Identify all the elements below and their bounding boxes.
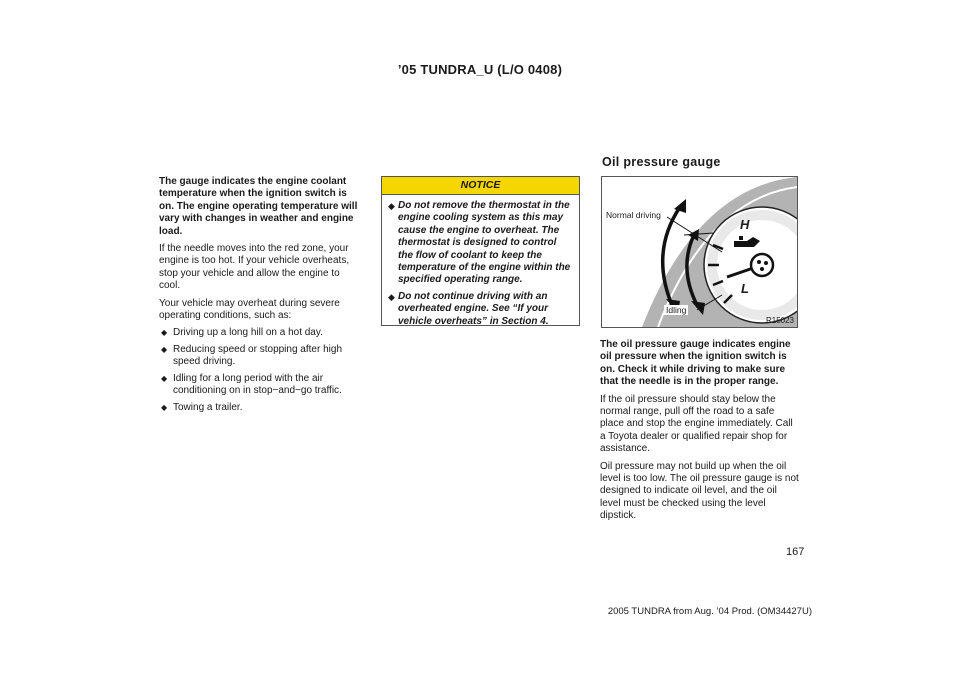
gauge-label-l: L xyxy=(741,281,749,296)
section-heading: Oil pressure gauge xyxy=(602,155,721,169)
notice-text: Do not continue driving with an overheated engine. See “If your vehicle overheats” in Section 4. xyxy=(398,290,549,327)
notice-item xyxy=(388,200,573,287)
list-item: ◆ Reducing speed or stopping after high speed driving. xyxy=(159,344,359,369)
notice-item xyxy=(388,291,573,328)
overheat-conditions-list xyxy=(159,327,359,413)
needle-hub xyxy=(751,254,773,276)
label-normal-driving: Normal driving xyxy=(606,210,661,220)
list-item: ◆ Driving up a long hill on a hot day. xyxy=(159,327,359,339)
notice-text: Do not remove the thermostat in the engine cooling system as this may cause the engine to overheat. The thermostat is designed to control the flow of coolant to keep the temperature of the engine within the specified operating range. xyxy=(398,200,571,286)
figure-code: R15023 xyxy=(765,316,794,325)
oil-gauge-illustration xyxy=(602,177,797,327)
list-item: ◆ Towing a trailer. xyxy=(159,402,359,414)
oil-intro: The oil pressure gauge indicates engine oil pressure when the ignition switch is on. Check it while driving to make sure that the needle is in the proper range. xyxy=(600,339,791,388)
list-item: ◆ Idling for a long period with the air conditioning on in stop−and−go traffic. xyxy=(159,373,359,398)
left-column xyxy=(159,176,359,418)
notice-box xyxy=(381,176,580,326)
coolant-para-2: Your vehicle may overheat during severe operating conditions, such as: xyxy=(159,297,340,322)
oil-para-2: Oil pressure may not build up when the oil level is too low. The oil pressure gauge is not designed to indicate oil level, and the oil level must be checked using the level dipstick. xyxy=(600,460,799,522)
page-number: 167 xyxy=(786,546,805,558)
coolant-intro: The gauge indicates the engine coolant temperature when the ignition switch is on. The engine operating temperature will vary with changes in weather and engine load. xyxy=(159,176,358,237)
notice-heading: NOTICE xyxy=(382,177,579,195)
diamond-bullet-icon: ◆ xyxy=(388,291,395,302)
oil-gauge-figure xyxy=(601,176,798,328)
label-idling: Idling xyxy=(666,305,687,315)
oil-para-1: If the oil pressure should stay below the normal range, pull off the road to a safe place and stop the engine immediately. Call a Toyota dealer or qualified repair shop for assistance. xyxy=(600,393,793,455)
header-title: ’05 TUNDRA_U (L/O 0408) xyxy=(397,62,563,77)
footer: 2005 TUNDRA from Aug. ’04 Prod. (OM34427U) xyxy=(607,606,812,617)
coolant-para-1: If the needle moves into the red zone, your engine is too hot. If your vehicle overheats, stop your vehicle and allow the engine to cool. xyxy=(159,243,350,292)
gauge-label-h: H xyxy=(740,217,750,232)
right-column xyxy=(600,339,800,528)
diamond-bullet-icon: ◆ xyxy=(388,201,395,211)
